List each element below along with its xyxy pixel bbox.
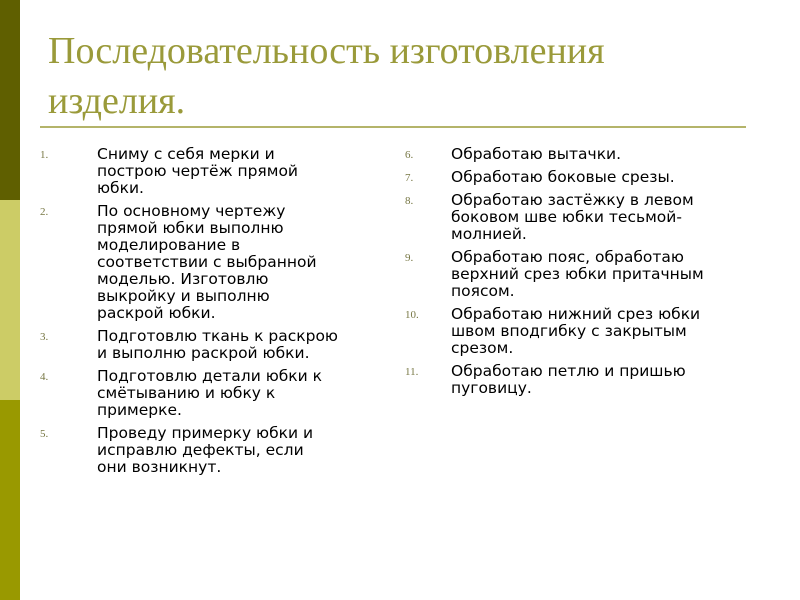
- item-number: 5.: [40, 428, 49, 440]
- item-number: 8.: [405, 195, 414, 207]
- item-text: [451, 192, 765, 243]
- title-divider: [40, 126, 746, 128]
- list-item: [40, 368, 400, 419]
- item-text-line: юбки.: [97, 179, 144, 197]
- list-item: [40, 203, 400, 322]
- decorative-bar-bottom: [0, 400, 20, 600]
- list-item: [405, 363, 765, 397]
- item-text-line: выкройку и выполню: [97, 287, 270, 305]
- item-number: 3.: [40, 331, 49, 343]
- item-text-line: Обработаю застёжку в левом: [451, 191, 694, 209]
- list-item: [405, 192, 765, 243]
- item-text-line: швом вподгибку с закрытым: [451, 322, 687, 340]
- item-text: [97, 203, 400, 322]
- item-number: 7.: [405, 172, 414, 184]
- item-text-line: исправлю дефекты, если: [97, 441, 304, 459]
- item-text-line: Обработаю петлю и пришью: [451, 362, 686, 380]
- steps-list-left: [40, 146, 400, 482]
- item-text-line: срезом.: [451, 339, 514, 357]
- item-text-line: моделью. Изготовлю: [97, 270, 269, 288]
- item-text-line: верхний срез юбки притачным: [451, 265, 704, 283]
- item-text-line: и выполню раскрой юбки.: [97, 344, 310, 362]
- item-text-line: соответствии с выбранной: [97, 253, 317, 271]
- item-number: 11.: [405, 366, 419, 378]
- item-text: [97, 425, 400, 476]
- item-text-line: смётыванию и юбку к: [97, 384, 276, 402]
- item-text: [97, 368, 400, 419]
- item-text-line: раскрой юбки.: [97, 304, 216, 322]
- list-item: [405, 306, 765, 357]
- item-text-line: примерке.: [97, 401, 182, 419]
- item-text-line: молнией.: [451, 225, 527, 243]
- item-text: [451, 146, 765, 163]
- item-number: 4.: [40, 371, 49, 383]
- decorative-bar-top: [0, 0, 20, 200]
- item-text: [451, 363, 765, 397]
- item-text-line: прямой юбки выполню: [97, 219, 284, 237]
- item-text-line: Обработаю нижний срез юбки: [451, 305, 701, 323]
- item-text: [451, 249, 765, 300]
- list-item: [40, 328, 400, 362]
- item-text-line: поясом.: [451, 282, 515, 300]
- item-number: 10.: [405, 309, 419, 321]
- item-text-line: Обработаю пояс, обработаю: [451, 248, 684, 266]
- decorative-bar-middle: [0, 200, 20, 400]
- item-number: 1.: [40, 149, 49, 161]
- item-text-line: Подготовлю детали юбки к: [97, 367, 323, 385]
- item-text-line: Обработаю боковые срезы.: [451, 168, 675, 186]
- item-text-line: Сниму с себя мерки и: [97, 145, 275, 163]
- item-text: [97, 146, 400, 197]
- item-text-line: моделирование в: [97, 236, 241, 254]
- item-text-line: Обработаю вытачки.: [451, 145, 622, 163]
- slide-title: Последовательность изготовления изделия.: [48, 30, 605, 122]
- item-text-line: Подготовлю ткань к раскрою: [97, 327, 338, 345]
- item-number: 2.: [40, 206, 49, 218]
- list-item: [40, 425, 400, 476]
- item-text-line: они возникнут.: [97, 458, 222, 476]
- item-text-line: По основному чертежу: [97, 202, 286, 220]
- item-text-line: Проведу примерку юбки и: [97, 424, 314, 442]
- item-text-line: пуговицу.: [451, 379, 532, 397]
- steps-list-right: [405, 146, 765, 403]
- item-number: 6.: [405, 149, 414, 161]
- item-number: 9.: [405, 252, 414, 264]
- item-text: [97, 328, 400, 362]
- list-item: [405, 249, 765, 300]
- list-item: [40, 146, 400, 197]
- item-text-line: боковом шве юбки тесьмой-: [451, 208, 682, 226]
- item-text-line: построю чертёж прямой: [97, 162, 299, 180]
- list-item: [405, 169, 765, 186]
- list-item: [405, 146, 765, 163]
- item-text: [451, 169, 765, 186]
- item-text: [451, 306, 765, 357]
